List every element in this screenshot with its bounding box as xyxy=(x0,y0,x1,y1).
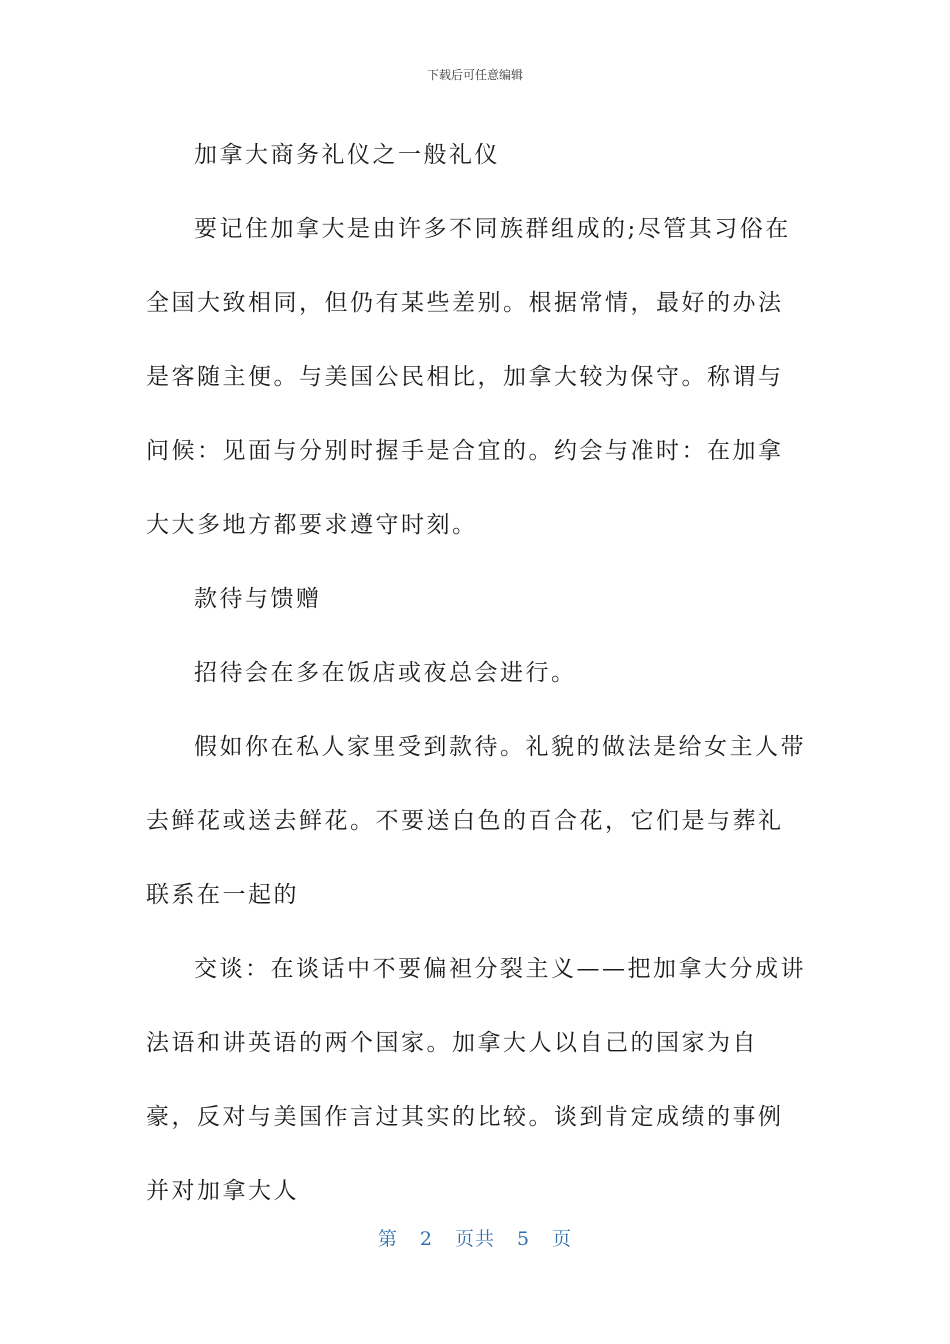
paragraph-conversation: 交谈：在谈话中不要偏袒分裂主义——把加拿大分成讲法语和讲英语的两个国家。加拿大人以自己的国家为自豪，反对与美国作言过其实的比较。谈到肯定成绩的事例并对加拿大人 xyxy=(146,956,806,1204)
page-label-prefix: 第 xyxy=(377,1228,398,1250)
paragraph-reception: 招待会在多在饭店或夜总会进行。 xyxy=(194,660,577,686)
total-pages: 5 xyxy=(517,1228,531,1250)
paragraph-general-etiquette: 要记住加拿大是由许多不同族群组成的;尽管其习俗在全国大致相同，但仍有某些差别。根据常情，最好的办法是客随主便。与美国公民相比，加拿大较为保守。称谓与问候：见面与分别时握手是合宜的。约会与准时：在加拿大大多地方都要求遵守时刻。 xyxy=(146,216,791,538)
document-body xyxy=(146,118,806,1228)
header-note: 下载后可任意编辑 xyxy=(426,68,523,82)
section-title-general-etiquette: 加拿大商务礼仪之一般礼仪 xyxy=(194,142,500,168)
page-label-mid: 页共 xyxy=(454,1228,495,1250)
page-footer xyxy=(0,1224,950,1251)
paragraph-home-hospitality: 假如你在私人家里受到款待。礼貌的做法是给女主人带去鲜花或送去鲜花。不要送白色的百合花，它们是与葬礼联系在一起的 xyxy=(146,734,806,908)
page-number: 2 xyxy=(419,1228,433,1250)
page-label-suffix: 页 xyxy=(552,1228,573,1250)
section-title-hospitality: 款待与馈赠 xyxy=(194,586,322,612)
